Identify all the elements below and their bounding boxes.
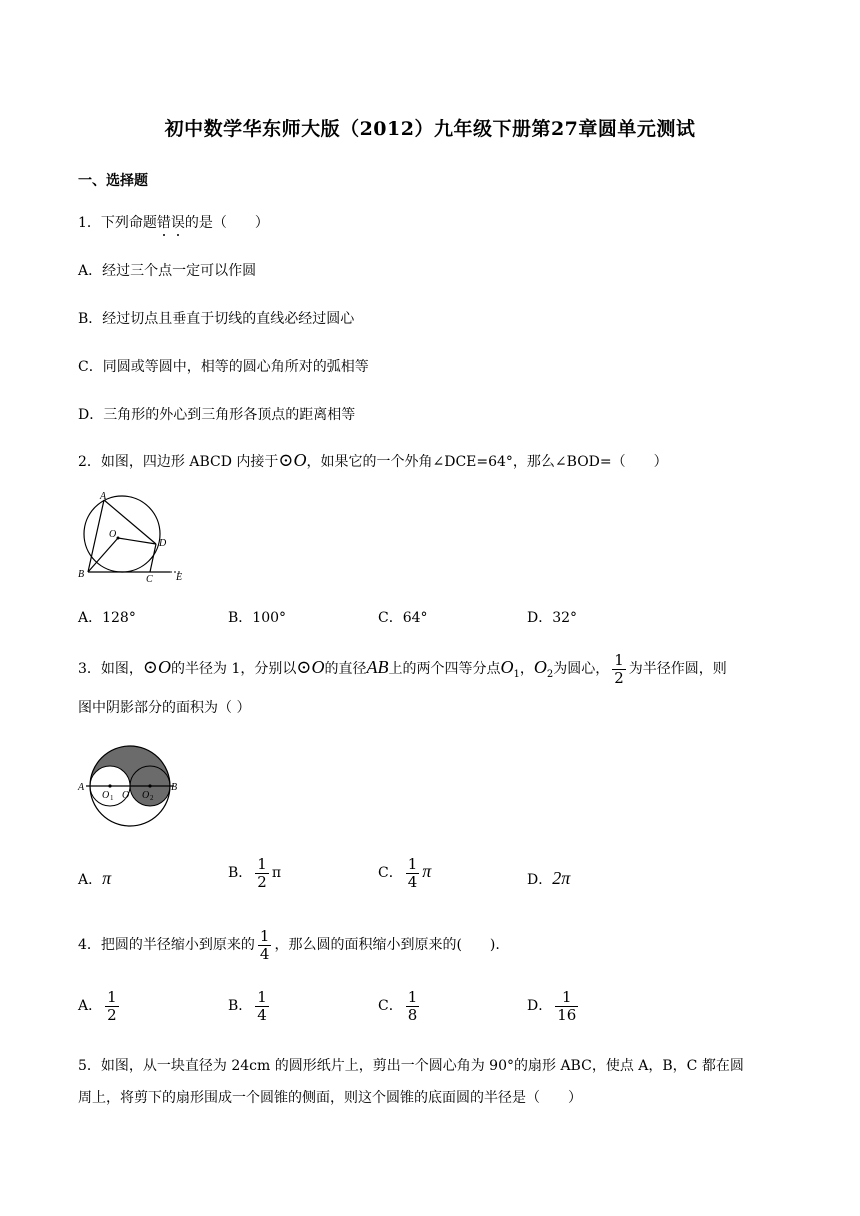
question-1-stem [78, 212, 269, 232]
q1-emph-1: 错 [156, 215, 171, 231]
q4-d-den: 16 [557, 1005, 577, 1024]
q4-option-b [228, 989, 272, 1023]
q3-o2-sub: 2 [546, 669, 554, 680]
q4-num: 1 [259, 927, 270, 945]
q3-circle-o-2: ⊙O [296, 657, 325, 677]
q3-text-1: 3．如图， [78, 661, 143, 677]
q3-c-den: 4 [407, 872, 418, 891]
q5-stem-line-1: 5．如图，从一块直径为 24cm 的圆形纸片上，剪出一个圆心角为 90°的扇形 ABC，使点 A，B，C 都在圆 [78, 1058, 744, 1074]
q3-d-value: 2π [552, 868, 571, 888]
q3-d-label: D． [527, 872, 553, 888]
q3-text-5: 为圆心， [553, 661, 610, 677]
q2-label-e: E [176, 572, 183, 583]
q3-label-o2-sub: 2 [150, 794, 154, 802]
q3-comma: ， [519, 661, 534, 677]
q2-option-d: D．32° [527, 610, 578, 626]
q3-label-a: A [78, 782, 85, 793]
q4-option-c [378, 989, 422, 1023]
q2-label-b: B [78, 569, 85, 580]
section-heading: 一、选择题 [78, 173, 148, 189]
q3-label-o2: O [142, 790, 150, 801]
q3-label-o1: O [102, 790, 110, 801]
q4-a-label: A． [78, 998, 103, 1014]
q2-label-c: C [146, 574, 153, 585]
q3-circle-o-1: ⊙O [142, 657, 172, 677]
q3-option-b [228, 856, 281, 890]
q4-b-fraction [255, 989, 269, 1023]
q2-label-a: A [100, 491, 107, 502]
q4-fraction [258, 928, 272, 962]
q4-b-num: 1 [257, 988, 267, 1006]
q3-b-tail: π [271, 865, 282, 881]
q3-text-3: 的直径 [324, 661, 367, 677]
q2-circle-o: ⊙O [278, 450, 307, 470]
q2-label-o: O [109, 529, 117, 540]
q3-b-num: 1 [257, 855, 267, 873]
q4-option-a [78, 989, 122, 1023]
q3-dot-o1 [108, 784, 111, 787]
q3-option-a [78, 868, 111, 889]
q3-c-label: C． [378, 865, 403, 881]
q4-c-fraction [406, 989, 420, 1023]
q4-den: 4 [259, 944, 270, 963]
q2-circle [84, 496, 160, 572]
q3-text-6: 为半径作圆，则 [628, 661, 727, 677]
q1-emph-2: 误 [170, 215, 185, 231]
q3-c-tail: π [422, 861, 432, 881]
q5-stem-line-2: 周上，将剪下的扇形围成一个圆锥的侧面，则这个圆锥的底面圆的半径是（ ） [78, 1090, 582, 1106]
q4-a-den: 2 [107, 1005, 117, 1024]
q3-o1-sub: 1 [513, 669, 520, 680]
q4-option-d [527, 989, 581, 1023]
q1-stem-pre: 1．下列命题 [78, 215, 157, 231]
q4-stem-pre: 4．把圆的半径缩小到原来的 [78, 937, 255, 953]
q2-option-c: C．64° [378, 610, 428, 626]
q1-option-c: C．同圆或等圆中，相等的圆心角所对的弧相等 [78, 359, 369, 375]
q3-diameter-ab: AB [366, 657, 389, 677]
q3-half-num: 1 [614, 651, 624, 669]
question-3-stem [78, 652, 727, 686]
q2-figure [74, 488, 194, 588]
q2-center-dot [117, 537, 120, 540]
q4-a-num: 1 [107, 988, 117, 1006]
q2-option-b: B．100° [228, 610, 287, 626]
q3-c-fraction [406, 856, 420, 890]
q4-b-den: 4 [257, 1005, 267, 1024]
q3-o2: O [533, 657, 547, 677]
q3-text-2: 的半径为 1，分别以 [171, 661, 297, 677]
q3-a-value: π [102, 868, 112, 888]
q3-b-label: B． [228, 865, 253, 881]
q4-d-num: 1 [555, 989, 578, 1007]
q4-b-label: B． [228, 998, 253, 1014]
q3-label-o: O [122, 790, 130, 801]
q3-fraction-half [612, 652, 626, 686]
q3-label-o1-sub: 1 [110, 794, 114, 802]
question-2-stem [78, 450, 668, 471]
q3-half-den: 2 [614, 668, 624, 687]
q3-b-den: 2 [257, 872, 267, 891]
q3-c-num: 1 [407, 855, 418, 873]
q1-option-b: B．经过切点且垂直于切线的直线必经过圆心 [78, 311, 355, 327]
q4-stem-post: ，那么圆的面积缩小到原来的( ). [274, 937, 500, 953]
q3-stem-line-2: 图中阴影部分的面积为（ ） [78, 700, 251, 716]
q4-d-label: D． [527, 998, 553, 1014]
q3-text-4: 上的两个四等分点 [388, 661, 501, 677]
q4-c-num: 1 [407, 988, 418, 1006]
q4-c-label: C． [378, 998, 403, 1014]
page-title: 初中数学华东师大版（2012）九年级下册第27章圆单元测试 [164, 118, 696, 140]
q3-option-c [378, 856, 431, 890]
q3-a-label: A． [78, 872, 103, 888]
q2-stem-post: ，如果它的一个外角∠DCE=64°，那么∠BOD=（ ） [306, 454, 668, 470]
question-4-stem [78, 928, 500, 962]
q4-d-fraction [555, 989, 578, 1023]
q3-o1: O [500, 657, 514, 677]
q4-c-den: 8 [407, 1005, 418, 1024]
q3-label-b: B [171, 782, 178, 793]
q3-b-fraction [255, 856, 269, 890]
q3-dot-o2 [148, 784, 151, 787]
q2-stem-pre: 2．如图，四边形 ABCD 内接于 [78, 454, 279, 470]
q2-option-a: A．128° [78, 610, 136, 626]
q2-label-d: D [159, 538, 167, 549]
q1-option-d: D．三角形的外心到三角形各顶点的距离相等 [78, 407, 356, 423]
q3-figure [74, 740, 184, 830]
q1-stem-post: 的是（ ） [184, 215, 269, 231]
q3-option-d [527, 868, 570, 889]
q1-option-a: A．经过三个点一定可以作圆 [78, 263, 257, 279]
q4-a-fraction [105, 989, 119, 1023]
